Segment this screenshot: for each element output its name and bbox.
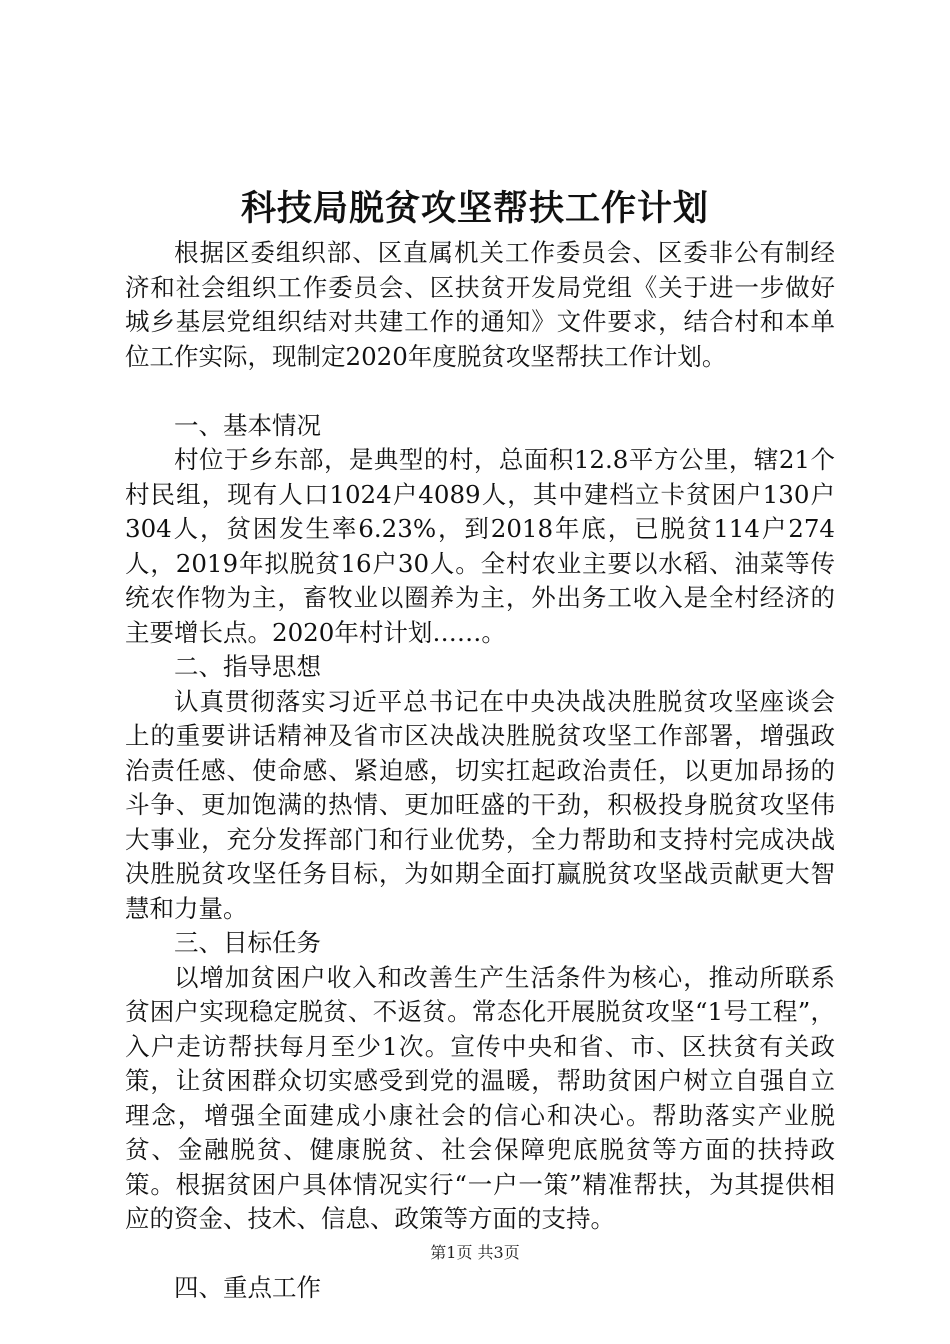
intro-paragraph: 根据区委组织部、区直属机关工作委员会、区委非公有制经济和社会组织工作委员会、区扶贫开发局党组《关于进一步做好城乡基层党组织结对共建工作的通知》文件要求，结合村和本单位工作实际，现制定2020年度脱贫攻坚帮扶工作计划。 (125, 238, 835, 371)
document-body (125, 236, 835, 1306)
section-text-basic-situation: 村位于乡东部，是典型的村，总面积12.8平方公里，辖21个村民组，现有人口1024户4089人，其中建档立卡贫困户130户304人，贫困发生率6.23%，到2018年底，已脱贫114户274人，2019年拟脱贫16户30人。全村农业主要以水稻、油菜等传统农作物为主，畜牧业以圈养为主，外出务工收入是全村经济的主要增长点。2020年村计划……。 (125, 445, 835, 647)
document-title: 科技局脱贫攻坚帮扶工作计划 (240, 188, 709, 229)
section-heading-target-tasks: 三、目标任务 (174, 928, 321, 957)
section-heading-key-work: 四、重点工作 (174, 1273, 321, 1302)
section-heading-basic-situation: 一、基本情况 (174, 410, 321, 440)
section-text-guiding-thought: 认真贯彻落实习近平总书记在中央决战决胜脱贫攻坚座谈会上的重要讲话精神及省市区决战决胜脱贫攻坚工作部署，增强政治责任感、使命感、紧迫感，切实扛起政治责任，以更加昂扬的斗争、更加饱满的热情、更加旺盛的干劲，积极投身脱贫攻坚伟大事业，充分发挥部门和行业优势，全力帮助和支持村完成决战决胜脱贫攻坚任务目标，为如期全面打赢脱贫攻坚战贡献更大智慧和力量。 (125, 686, 835, 923)
page-footer: 第1页 共3页 (430, 1243, 520, 1262)
paragraph-spacer (125, 374, 835, 409)
section-heading-guiding-thought: 二、指导思想 (174, 652, 321, 681)
section-text-target-tasks: 以增加贫困户收入和改善生产生活条件为核心，推动所联系贫困户实现稳定脱贫、不返贫。常态化开展脱贫攻坚“1号工程”，入户走访帮扶每月至少1次。宣传中央和省、市、区扶贫有关政策，让贫困群众切实感受到党的温暖，帮助贫困户树立自强自立理念，增强全面建成小康社会的信心和决心。帮助落实产业脱贫、金融脱贫、健康脱贫、社会保障兜底脱贫等方面的扶持政策。根据贫困户具体情况实行“一户一策”精准帮扶，为其提供相应的资金、技术、信息、政策等方面的支持。 (125, 962, 835, 1233)
